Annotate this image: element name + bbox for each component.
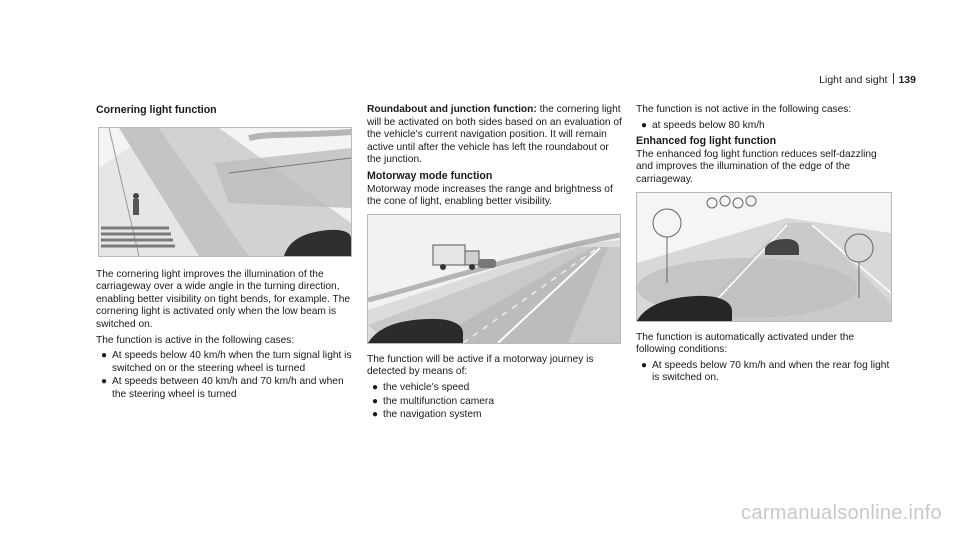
motorway-inactive-intro: The function is not active in the following cases: [636,104,852,115]
motorway-description: Motorway mode increases the range and brightness of the cone of light, enabling better visibility. [367,183,613,208]
column-cornering-light [96,104,352,405]
list-item: ● at speeds below 80 km/h [641,119,765,131]
motorway-mode-illustration [367,214,621,344]
fog-light-conditions-intro: The function is automatically activated under the following conditions: [636,331,855,356]
roundabout-label: Roundabout and junction function: [367,104,537,115]
bullet-icon: ● [372,395,379,407]
bullet-icon: ● [101,376,108,388]
motorway-heading: Motorway mode function [367,169,493,182]
cornering-light-cases-intro: The function is active in the following cases: [96,334,295,346]
roundabout-text: the cornering light will be activated on both sides based on an evaluation of the vehicle's current navigation position. It will remain active until after the vehicle has left the roundabout or the junction. [367,104,622,166]
cornering-light-description: The cornering light improves the illumination of the carriageway over a wide angle in the turning direction, enabling better visibility on tight bends, for example. The cornering light is activated only when the low beam is switched on. [96,268,351,330]
column-roundabout-motorway [367,104,623,425]
cornering-light-illustration [98,127,352,257]
bullet-icon: ● [372,409,379,421]
header-divider [893,73,894,84]
page-header [819,73,916,86]
list-item: ● the navigation system [372,409,482,421]
page-number: 139 [898,74,916,86]
watermark: carmanualsonline.info [741,502,942,524]
list-item: ● the multifunction camera [372,395,494,407]
list-item: ● At speeds below 40 km/h when the turn signal light is switched on or the steering wheel is turned [101,350,352,374]
fog-light-description: The enhanced fog light function reduces self-dazzling and improves the illumination of the edge of the carriageway. [636,148,877,185]
motorway-detection-list [367,382,623,422]
roundabout-paragraph [367,104,623,167]
motorway-inactive-list [636,120,892,133]
cornering-light-cases-list [96,350,352,401]
bullet-icon: ● [372,381,379,393]
fog-light-illustration [636,192,892,322]
bullet-icon: ● [641,359,648,371]
cornering-light-heading: Cornering light function [96,104,217,116]
column-fog-light [636,104,892,388]
fog-light-conditions-list [636,360,892,385]
motorway-detection-intro: The function will be active if a motorway journey is detected by means of: [367,353,594,378]
bullet-icon: ● [641,119,648,131]
fog-light-heading: Enhanced fog light function [636,135,777,148]
bullet-icon: ● [101,350,108,362]
list-item: ● the vehicle's speed [372,381,470,393]
section-title: Light and sight [819,74,888,86]
list-item: ● At speeds below 70 km/h and when the rear fog light is switched on. [641,359,890,384]
list-item: ● At speeds between 40 km/h and 70 km/h and when the steering wheel is turned [101,376,344,400]
